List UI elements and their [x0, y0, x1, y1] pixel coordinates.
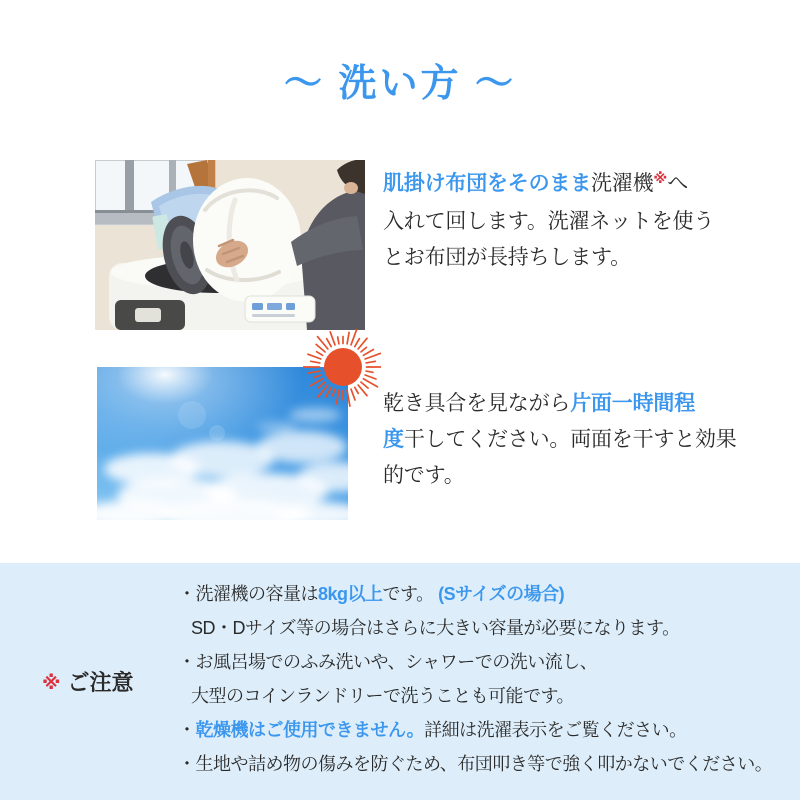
- sun-ray: [337, 390, 339, 404]
- sun-ray: [366, 361, 375, 363]
- text-segment: とお布団が長持ちします。: [383, 246, 631, 269]
- text-segment: 片面一時間程: [570, 392, 696, 415]
- text-line: [178, 747, 793, 781]
- text-segment: 乾燥機はご使用できません。: [195, 720, 425, 740]
- sun-ray: [327, 339, 332, 347]
- text-segment: ・洗濯機の容量は: [178, 584, 318, 604]
- text-line: [383, 458, 743, 494]
- text-segment: ・: [178, 720, 196, 740]
- sun-ray: [308, 354, 321, 359]
- sun-ray: [363, 350, 373, 356]
- wash-instruction-text: [383, 166, 743, 276]
- sun-ray: [361, 347, 366, 352]
- text-segment: 8kg以上: [318, 584, 383, 604]
- text-line: [178, 713, 793, 747]
- text-line: [178, 645, 793, 679]
- notice-list: [178, 577, 793, 781]
- text-segment: 度: [383, 428, 404, 451]
- text-segment: 乾き具合を見ながら: [383, 392, 571, 415]
- text-segment: ※: [653, 170, 668, 187]
- notice-label: [42, 666, 134, 697]
- sun-ray: [330, 332, 335, 345]
- text-segment: 肌掛け布団をそのまま: [383, 172, 591, 195]
- sun-ray: [347, 390, 350, 406]
- dry-instruction-text: [383, 386, 743, 494]
- text-segment: ・生地や詰め物の傷みを防ぐため、布団叩き等で強く叩かないでください。: [178, 754, 773, 774]
- text-segment: 詳細は洗濯表示をご覧ください。: [424, 720, 687, 740]
- sun-ray: [311, 361, 320, 363]
- sun-ray: [365, 353, 380, 359]
- sun-ray: [326, 387, 332, 397]
- sun-ray: [333, 389, 335, 396]
- sun-ray: [351, 330, 357, 345]
- text-line: [178, 611, 793, 645]
- sun-ray: [351, 389, 355, 400]
- control-panel: [245, 296, 315, 322]
- sun-ray: [347, 332, 349, 344]
- sun-ray: [317, 352, 323, 356]
- sun-ray: [338, 337, 339, 344]
- sun-ray: [361, 382, 368, 388]
- text-line: [383, 204, 743, 240]
- sun-ray: [316, 344, 325, 352]
- text-segment: です。: [382, 584, 434, 604]
- text-segment: 的です。: [383, 464, 465, 487]
- sun-ray: [355, 339, 360, 347]
- futon: [193, 178, 301, 302]
- sun-ray: [308, 371, 320, 373]
- sun-ray: [314, 375, 321, 377]
- sun-ray: [365, 375, 376, 379]
- text-line: [178, 679, 793, 713]
- washing-machine-photo: [95, 160, 365, 330]
- sun-ray: [355, 387, 359, 393]
- sun-ray: [366, 371, 373, 372]
- text-line: [178, 577, 793, 611]
- text-segment: ・お風呂場でのふみ洗いや、シャワーでの洗い流し、: [178, 652, 598, 672]
- notice-label-text: ご注意: [67, 670, 134, 695]
- sun-icon: [303, 327, 383, 407]
- text-segment: 洗濯機: [591, 172, 654, 195]
- text-segment: 大型のコインランドリーで洗うことも可能です。: [191, 686, 575, 706]
- asterisk-mark: ※: [42, 673, 61, 694]
- page-title: 〜 洗い方 〜: [283, 63, 517, 105]
- text-segment: 入れて回します。洗濯ネットを使う: [383, 210, 715, 233]
- text-segment: へ: [667, 172, 689, 195]
- text-line: [383, 240, 743, 276]
- text-line: [383, 166, 743, 204]
- text-segment: (Sサイズの場合): [433, 584, 565, 604]
- sun-ray: [318, 382, 325, 388]
- text-line: [383, 386, 743, 422]
- text-line: [383, 422, 743, 458]
- text-segment: SD・Dサイズ等の場合はさらに大きい容量が必要になります。: [191, 618, 680, 638]
- text-segment: 干してください。両面を干すと効果: [403, 428, 737, 451]
